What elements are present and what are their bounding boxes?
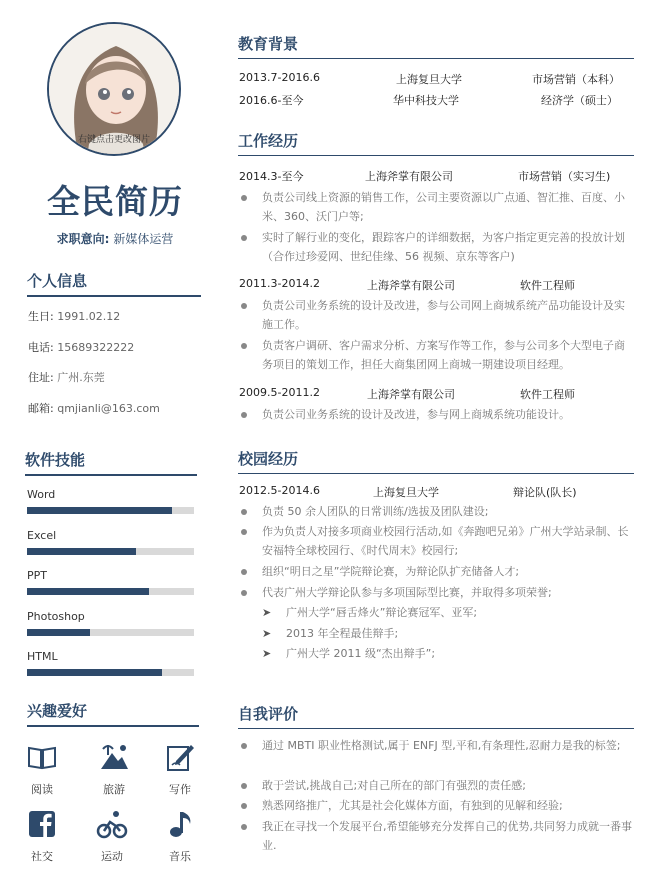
bullet-text: 熟悉网络推广，尤其是社会化媒体方面，有独到的见解和经验; [262,799,563,812]
bullet-dot [241,412,247,418]
bullet-text: 负责客户调研、客户需求分析、方案写作等工作，参与公司多个大型电子商务项目的策划工作，担任大商集团网上商城一期建设项目经理。 [262,339,625,371]
job-date: 2009.5-2011.2 [239,386,320,399]
info-label: 住址: [28,371,54,384]
writing-icon [164,741,196,773]
bullet-dot [241,569,247,575]
job-intent-label: 求职意向: [56,232,110,246]
hobby-label: 阅读 [31,783,53,796]
education-row [238,71,634,87]
info-value: 1991.02.12 [57,310,121,323]
work-bullet [238,296,634,334]
arrow-icon: ➤ [262,627,272,640]
skill-label: Word [27,488,56,501]
skill-bar [27,548,194,555]
edu-date: 2016.6-至今 [239,94,304,107]
skill-bar-fill [27,588,149,595]
skill-bar [27,507,194,514]
hobbies-heading: 兴趣爱好 [27,700,199,727]
hobby-social [22,808,62,864]
campus-bullet [238,522,634,560]
job-company: 上海斧掌有限公司 [365,170,453,183]
skill-bar [27,588,194,595]
job-intent-value: 新媒体运营 [113,232,174,246]
skill-excel [27,529,194,555]
work-bullet [238,228,634,266]
hobby-music [160,808,200,864]
campus-date: 2012.5-2014.6 [239,484,320,497]
skill-ppt [27,569,194,595]
hobby-reading [22,741,62,797]
skill-bar [27,669,194,676]
bullet-text: 代表广州大学辩论队参与多项国际型比赛，并取得多项荣誉; [262,586,552,599]
skill-bar-fill [27,629,90,636]
info-label: 邮箱: [28,402,54,415]
bullet-dot [241,343,247,349]
bullet-dot [241,235,247,241]
edu-school: 上海复旦大学 [396,73,462,86]
sub-item-text: 2013 年全程最佳辩手; [286,627,399,640]
skill-html [27,650,194,676]
bullet-dot [241,195,247,201]
job-intent [0,230,230,247]
facebook-icon [26,808,58,840]
campus-sub-item [238,624,634,643]
self-eval-bullet [238,776,634,795]
info-value: 15689322222 [57,341,135,354]
avatar[interactable] [47,22,181,156]
bullet-dot [241,303,247,309]
left-column [0,0,215,886]
hobby-sports [92,808,132,864]
info-label: 电话: [28,341,54,354]
self-eval-heading: 自我评价 [238,703,634,729]
skill-label: Photoshop [27,610,85,623]
info-value: 广州.东莞 [57,371,105,384]
job-company: 上海斧掌有限公司 [367,388,455,401]
bullet-dot [241,529,247,535]
job-role: 软件工程师 [520,279,575,292]
campus-role: 辩论队(队长) [513,486,577,499]
campus-sub-item [238,644,634,663]
music-note-icon [164,808,196,840]
work-job-header [238,386,634,402]
bullet-text: 负责公司线上资源的销售工作，公司主要资源以广点通、智汇推、百度、小米、360、沃门户等; [262,191,625,223]
job-date: 2014.3-至今 [239,170,304,183]
skill-label: HTML [27,650,58,663]
skill-bar-fill [27,669,162,676]
self-eval-bullet [238,796,634,815]
bullet-text: 负责 50 余人团队的日常训练/选拔及团队建设; [262,505,489,518]
hobby-label: 旅游 [103,783,125,796]
bullet-dot [241,590,247,596]
campus-bullet [238,502,634,521]
edu-major: 经济学（硕士） [541,94,618,107]
job-date: 2011.3-2014.2 [239,277,320,290]
job-role: 市场营销（实习生) [518,170,611,183]
personal-info-heading: 个人信息 [27,270,201,297]
bullet-dot [241,743,247,749]
bullet-text: 实时了解行业的变化，跟踪客户的详细数据，为客户指定更完善的投放计划（合作过珍爱网、世纪佳缘、56 视频、京东等客户) [262,231,625,263]
work-heading: 工作经历 [238,130,634,156]
bullet-dot [241,824,247,830]
skill-label: Excel [27,529,57,542]
work-job-header [238,168,634,184]
bullet-text: 负责公司业务系统的设计及改进，参与公司网上商城系统产品功能设计及实施工作。 [262,299,625,331]
skill-bar-fill [27,507,172,514]
right-column [238,0,634,886]
bullet-text: 通过 MBTI 职业性格测试,属于 ENFJ 型,平和,有条理性,忍耐力是我的标签; [262,739,621,752]
book-icon [26,741,58,773]
campus-header [238,484,634,500]
work-bullet [238,336,634,374]
skill-bar-fill [27,548,136,555]
hobby-label: 运动 [101,850,123,863]
resume-name: 全民简历 [47,182,183,221]
edu-major: 市场营销（本科） [532,73,620,86]
hobby-label: 写作 [169,783,191,796]
education-row [238,92,634,108]
campus-school: 上海复旦大学 [373,486,439,499]
self-eval-bullet [238,736,634,774]
hobby-writing [160,741,200,797]
bullet-text: 敢于尝试,挑战自己;对自己所在的部门有强烈的责任感; [262,779,526,792]
edu-date: 2013.7-2016.6 [239,71,320,84]
campus-bullet [238,562,634,581]
education-heading: 教育背景 [238,33,634,59]
bullet-dot [241,803,247,809]
sub-item-text: 广州大学 2011 级“杰出辩手”; [286,647,436,660]
cycling-icon [96,808,128,840]
job-role: 软件工程师 [520,388,575,401]
info-address [28,369,105,385]
bullet-text: 组织“明日之星”学院辩论赛，为辩论队扩充储备人才; [262,565,520,578]
skill-word [27,488,194,514]
work-bullet [238,188,634,226]
hobby-label: 音乐 [169,850,191,863]
bullet-dot [241,783,247,789]
work-bullet [238,405,634,424]
hobby-label: 社交 [31,850,53,863]
campus-heading: 校园经历 [238,448,634,474]
skill-bar [27,629,194,636]
skill-photoshop [27,610,194,636]
bullet-text: 作为负责人对接多项商业校园行活动,如《奔跑吧兄弟》广州大学站录制、长安福特全球校园行、《时代周末》校园行; [262,525,629,557]
skills-heading: 软件技能 [25,449,197,476]
avatar-change-hint: 右键点击更改图片 [77,135,150,145]
hobby-travel [94,741,134,797]
bullet-dot [241,509,247,515]
info-label: 生日: [28,310,54,323]
campus-bullet [238,583,634,602]
self-eval-bullet [238,817,634,855]
info-birthday [28,308,120,324]
bullet-text: 我正在寻找一个发展平台,希望能够充分发挥自己的优势,共同努力成就一番事业. [262,820,632,852]
info-email [28,400,160,416]
campus-sub-item [238,603,634,622]
job-company: 上海斧掌有限公司 [367,279,455,292]
info-phone [28,339,134,355]
arrow-icon: ➤ [262,606,272,619]
skill-label: PPT [27,569,47,582]
bullet-text: 负责公司业务系统的设计及改进，参与网上商城系统功能设计。 [262,408,570,421]
info-value: qmjianli@163.com [57,402,160,415]
sub-item-text: 广州大学“唇舌烽火”辩论赛冠军、亚军; [286,606,478,619]
work-job-header [238,277,634,293]
travel-icon [98,741,130,773]
arrow-icon: ➤ [262,647,272,660]
edu-school: 华中科技大学 [393,94,459,107]
